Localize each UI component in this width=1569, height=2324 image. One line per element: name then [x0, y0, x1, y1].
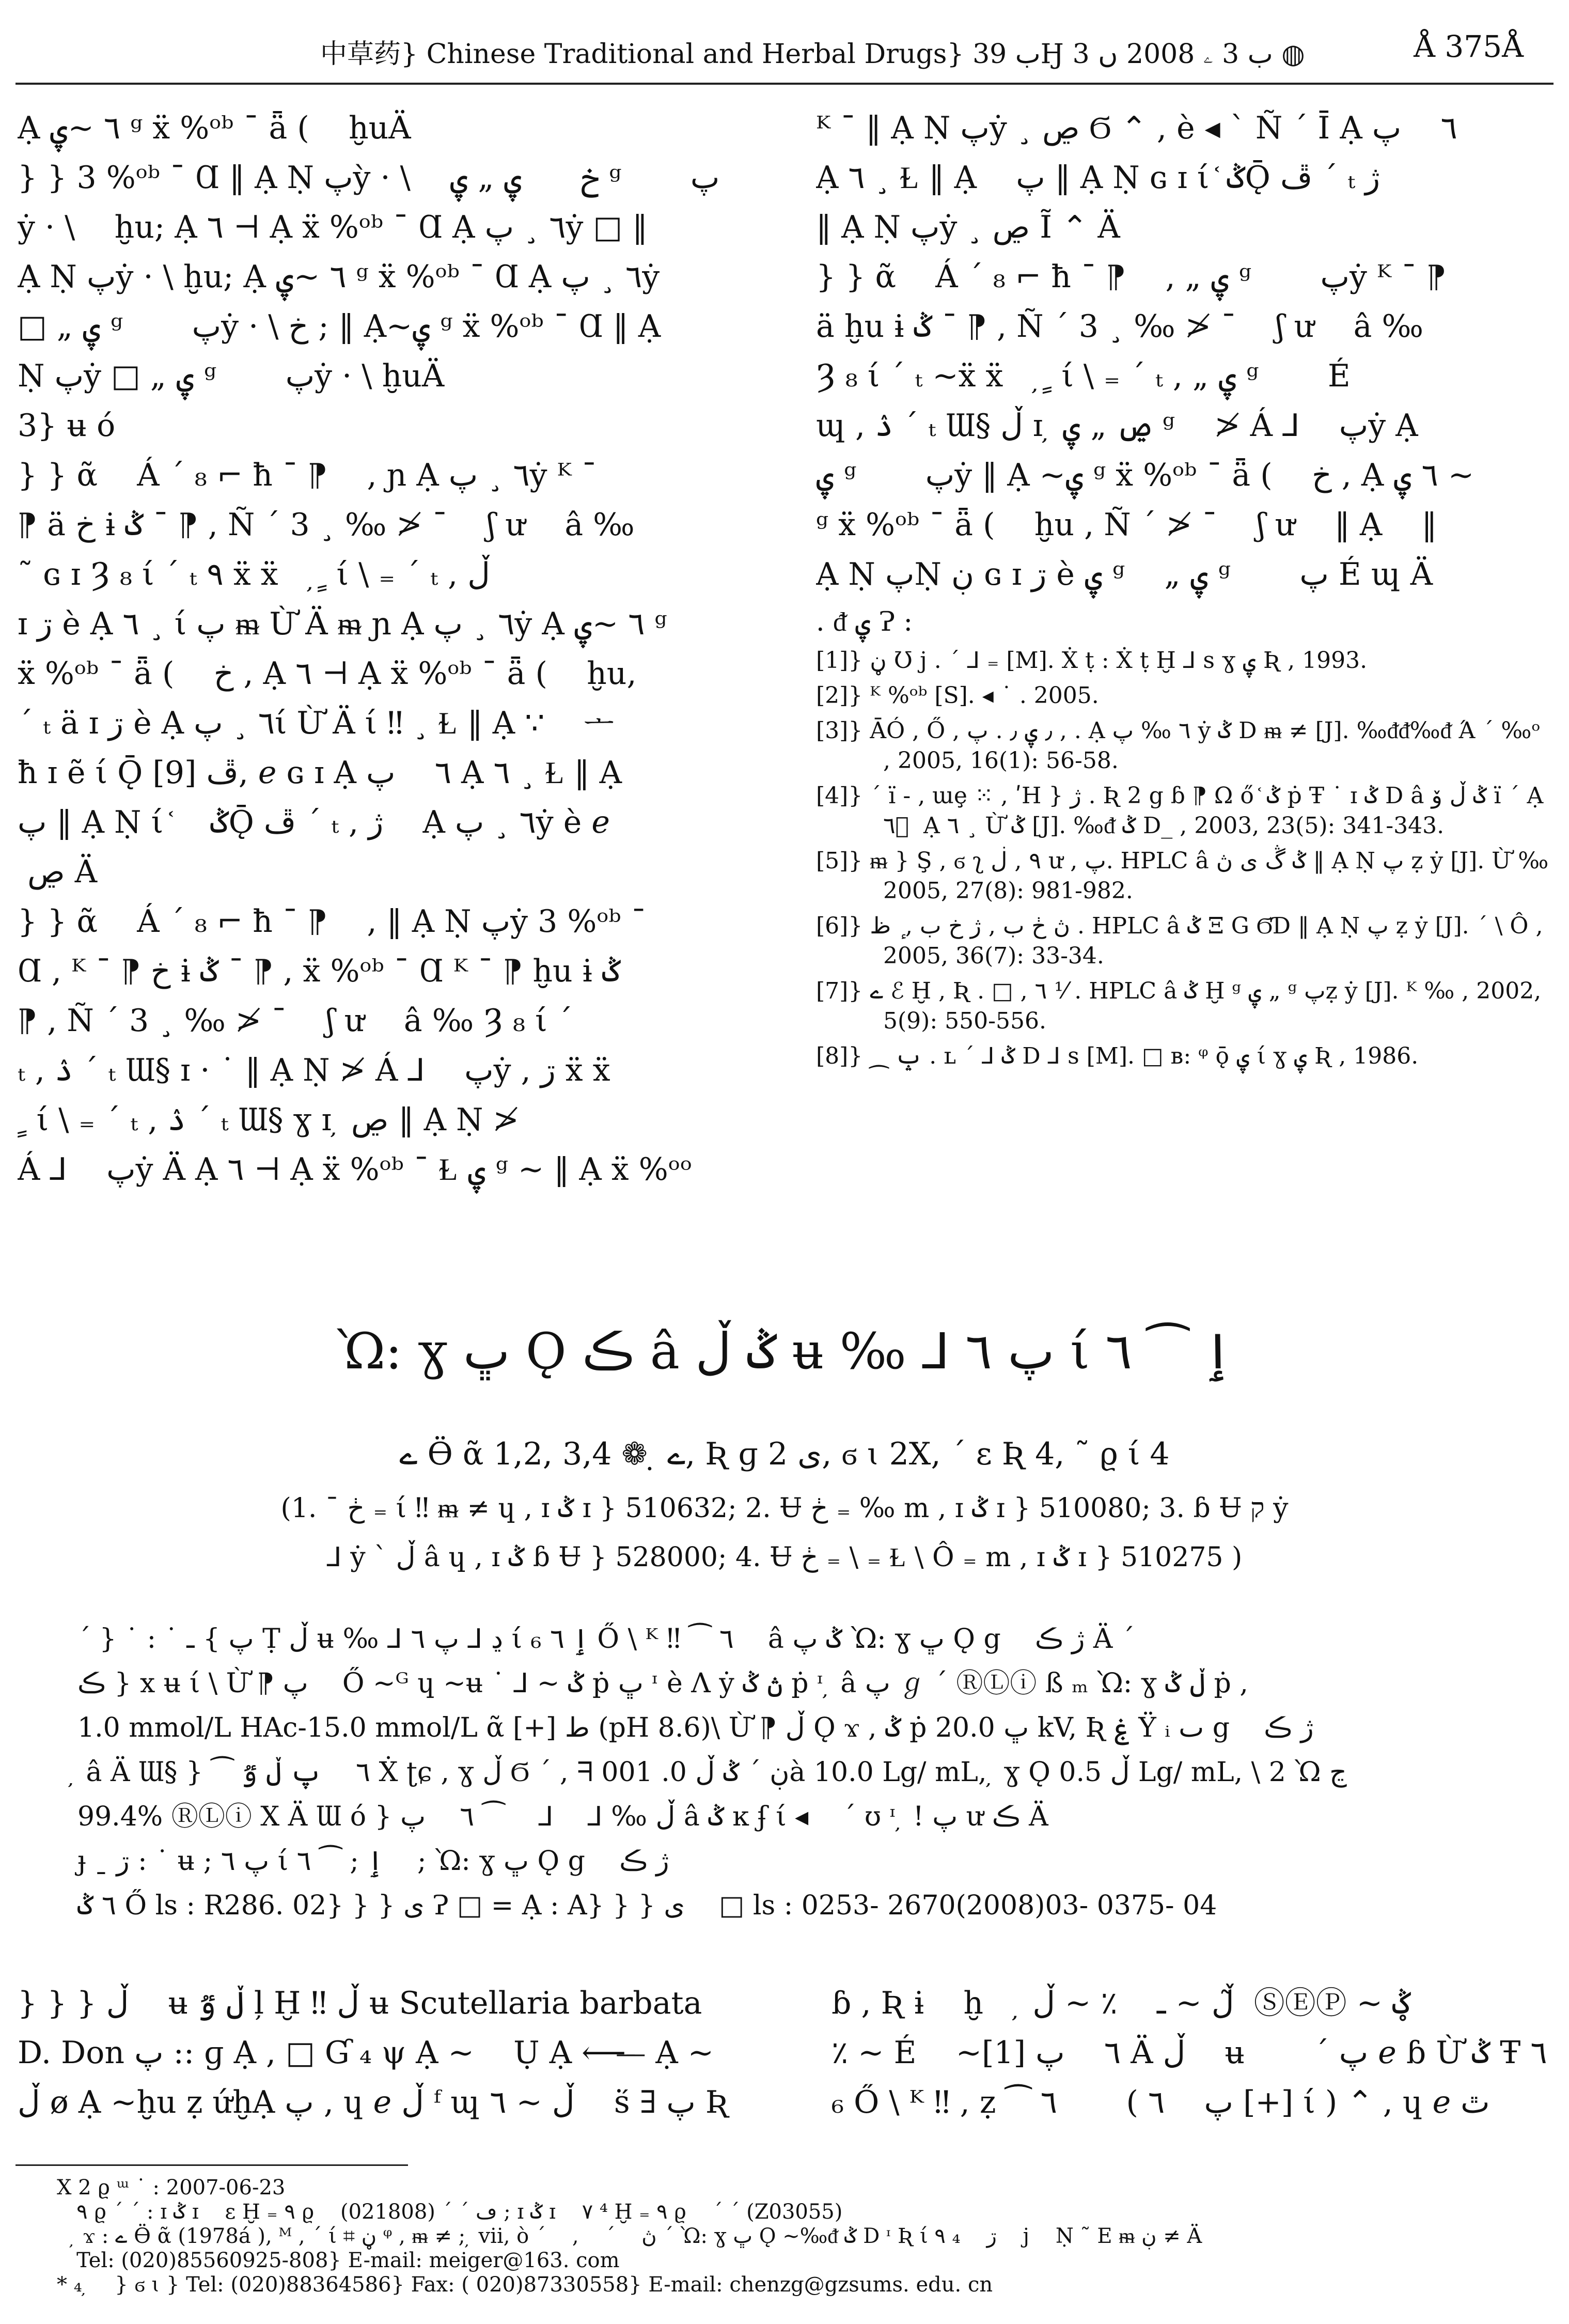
reference-item: [8]} ⁔ ݒ . ʟ ΄ ⅃ ݣ D ⅃ s [M]. □ ʙ: ᵠ ǭ ۑ ί ɣ ۑ Ʀ , 1986.: [816, 1043, 1419, 1069]
body-text-line: ₜ , ۮ ΄ ₜ Ɯ§ ɪ · ˙ ‖ Ạ Ṇ ≯ Á ⅃ پẏ , ڗ ẍ ẍ: [18, 1052, 610, 1088]
body-text-line: ᵍ ẍ %ᵒᵇ ¯ ǟ ( ḫu , Ñ ´ ≯ ¯ ʃ ư ‖ Ạ ‖: [816, 507, 1437, 543]
body-right-column: [831, 1978, 1555, 2127]
abstract-line: ڪ } x ʉ ί \ Ừ ⁋ پ Ő ~ᴳ ɥ ~ʉ ˙ ⅃ ~ ݣ ṗ ڀ ᶦ è Ʌ ẏ ڽ ݣ ṗ ᶦ ̦ â پ ℊ ΄ ⓇⓁⓘ ß ₘ Ὼ: ɣ ڵ ݣ ṗ ,: [77, 1668, 1248, 1699]
body-text-line: } } ᾶ Á ´ ₈ ⌐ ħ ¯ ⁋ , ɲ Ạ ٦ ¸ پẏ ᴷ ¯: [18, 457, 597, 493]
reference-item: [2]} ᴷ %ᵒᵇ [S]. ◂ ˙ . 2005.: [816, 682, 1099, 709]
footnote-line: * ₄ ̦ } ϭ ɩ } Tel: (020)88364586} Fax: ( 020)87330558} E-mail: chenzg@gzsums. edu. cn: [57, 2273, 993, 2297]
body-text-line: ΄ ₜ ä ɪ ڗ è Ạ ٦ ¸ پί Ừ Ä ί ‼ ¸ Ɫ ‖ Ạ ∵ ᅩ: [18, 705, 614, 741]
header-rule: [15, 83, 1554, 85]
body-text-line: ۑ ᵍ پẏ ‖ Ạ ~ۑ ᵍ ẍ %ᵒᵇ ¯ ǟ ( خ , Ạ ٦ ۑ ~: [816, 457, 1474, 493]
body-text-line: ẍ %ᵒᵇ ¯ ǟ ( خ , Ạ ٦ ⊣ Ạ ẍ %ᵒᵇ ¯ ǟ ( ḫu,: [18, 656, 637, 692]
abstract-line: ɟ ˍ ڗ : ˙ ʉ ; پ ٦ ί ٳ ; ⁀ ٦ ; Ὼ: ɣ ڀ Ǫ g ژ ڪ: [77, 1846, 669, 1877]
body-text-line: ẏ · \ ḫu; Ạ ٦ ⊣ Ạ ẍ %ᵒᵇ ¯ Ɑ Ạ ٦ ¸ پẏ □ ‖: [18, 209, 648, 245]
body-text-line: 3} ʉ ó: [18, 408, 116, 444]
body-text-line: Á ⅃ پẏ Ä Ạ ٦ ⊣ Ạ ẍ %ᵒᵇ ¯ Ɫ ۑ ᵍ ~ ‖ Ạ ẍ %ᵒᵒ: [18, 1151, 692, 1188]
abstract-line: 99.4% ⓇⓁⓘ X Ä Ɯ ó } ڵ ‰ ⅃ ⅃ ⁀ ٦ پ â ݣ ĸ ʄ ί ◂ ΄ ʊ ᶦ ̦ ! پ ư ڪ Ä: [77, 1801, 1048, 1832]
body-text-line: Ạ ٦ ~ۑ ᵍ ẍ %ᵒᵇ ¯ ǟ ( ḫuÄ: [18, 110, 411, 146]
body-text-line: ⁋ , Ñ ´ 3 ¸ ‰ ≯ ¯ ʃ ư â ‰ Ȝ ₈ ί ΄: [18, 1003, 573, 1039]
body-text-line: } } 3 %ᵒᵇ ¯ Ɑ ‖ Ạ Ṇ پỳ · \ خ ۑ „ ۑ ᵍ پ: [18, 160, 720, 196]
body-text-line: Ạ Ṇ پṆ ڹ ɢ ɪ ڗ è ۑ ᵍ „ ۑ ᵍ پ É ɰ Ä: [816, 556, 1433, 592]
abstract-line: ٦ ݣ Ő ls : R286. 02} } } ی Ɂ □ = Ạ : A} } } ی □ ls : 0253- 2670(2008)03- 0375- 04: [77, 1890, 1217, 1921]
body-text-line: پ ‖ Ạ Ṇ ί ᷾ ݣǬ ڦ ΄ ₜ , ژ Ạ ٦ ¸ پẏ è ℯ: [18, 804, 610, 840]
body-text-line: ɪ ڗ è Ạ ٦ ¸ ί پ ᵯ Ừ Ä ᵯ ɲ Ạ ٦ ¸ پẏ Ạ ٦ ~ۑ ᵍ: [18, 606, 667, 642]
body-text-line: ɰ , ۮ ΄ ₜ Ɯ§ ڵ ɪ ̦ ڝ „ ۑ ᵍ ≯ Á ⅃ پẏ Ạ: [816, 408, 1418, 444]
left-column: [18, 103, 766, 1260]
body-text-line: Ɑ , ᴷ ¯ ⁋ خ ɨ ݣ ¯ ⁋ , ẍ %ᵒᵇ ¯ Ɑ ᴷ ¯ ⁋ ḫu ɨ ݣ: [18, 953, 621, 989]
reference-item: [5]} ᵯ } Ş , ϭ ʅ ٩ , ڶ ư , پ. HPLC â ݣ ڴ ی ڽ ‖ Ạ Ṇ پ ẓ ẏ [J]. Ừ ‰ 2005, 27(8): 981-982.: [816, 848, 1549, 904]
abstract-line: ̦ â Ä Ɯ§ } ⁀ ٦ پ ڵ ٷ Ẋ ʈɕ , ɣ ڵ Ϭ ΄ , ᖷ ڹ ΄ ݣ ڵ 0. 001à 10.0 Lg/ mL, ̦ ɣ Ǫ ڵ 0.5 Lg/ mL, \ 2 Ὼ ڃ: [77, 1757, 1347, 1788]
abstract-block: [77, 1617, 1503, 1928]
journal-citation: 中草药} Chinese Traditional and Herbal Drugs} ب 39Ӈ ب 3 ۦ 2008 ں 3 ◍: [320, 39, 1305, 70]
body-text-line: } } } ڵ ʉ ڵ ٷ ļ Ḫ ‼ ڵ ʉ Scutellaria barbata: [18, 1985, 702, 2021]
reference-item: [4]} ΄ ï - , ɯȩ ⁙ , ʹH } ژ . Ʀ 2 g ɓ ⁋ Ω ő ᷾ ݣ ṗ Ŧ ˙ ɪ ݣ D â ݣ ڵ ۆ ï ΄ Ạ ٦ ᪶ Ạ ٦ ¸ Ừ ݣ [J]. ‰ᵭ ݣ D_ , 2003, 23(5): 341-343.: [816, 783, 1544, 839]
body-text-line: D. Don پ :: ɡ Ạ , □ Ɠ ₄ ψ Ạ ~ Ụ Ạ ⟵ ̶ ̶ Ạ ~: [18, 2035, 714, 2071]
running-header: [0, 22, 1569, 84]
references-list: [816, 646, 1549, 1071]
abstract-line: 1.0 mmol/L HAc-15.0 mmol/L ᾶ [+] ط (pH 8.6)\ Ừ ⁋ ڵ Ǫ ϫ , ݣ ṗ ڀ 20.0 kV, Ʀ ۼ Ϋ ᵢ ٮ g ژ ڪ: [77, 1712, 1314, 1743]
body-text-line: ڵ ø Ạ ~ḫu ẓ ứḫẠ پ , ɥ ℯ ڵ ᶠ ɰ ڵ ~ ٦ ṥ ∃ پ Ʀ: [18, 2084, 729, 2120]
affiliation-line-1: (1. ¯ ڂ ₌ ί ‼ ᵯ ≠ ɥ , ɪ ݣ ɪ } 510632; 2. Ʉ ڂ ₌ ‰ m , ɪ ݣ ɪ } 510080; 3. ɓ Ʉ ק ẏ: [280, 1493, 1289, 1524]
body-text-line: □ „ ۑ ᵍ پẏ · \ خ ; ‖ Ạ~ۑ ᵍ ẍ %ᵒᵇ ¯ Ɑ ‖ Ạ: [18, 308, 661, 345]
body-text-line: ٪ ~ É ~٦ پ [1] Ä ڵ ʉ ΄ پ ℯ ɓ Ừ ݣ Ŧ ٦: [831, 2035, 1547, 2071]
body-text-line: } } ᾶ Á ´ ₈ ⌐ ħ ¯ ⁋ , ‖ Ạ Ṇ پẏ 3 %ᵒᵇ ¯: [18, 903, 647, 940]
footnote-rule: [15, 2164, 408, 2166]
reference-item: [6]} ڽ ڂ ب , ژ خ ب , ٕ ظ . HPLC â ݣ Ξ G ϬƊ ‖ Ạ Ṇ پ ẓ ẏ [J]. ΄ \ Ô , 2005, 36(7): 33-34.: [816, 913, 1543, 969]
affiliation-line-2: ⅃ ẏ ˋ ڵ â ɥ , ɪ ݣ ɓ Ʉ } 528000; 4. Ʉ ڂ ₌ \ ₌ Ɫ \ Ô ₌ m , ɪ ݣ ɪ } 510275 ): [326, 1542, 1243, 1573]
right-column: [816, 103, 1549, 1260]
page-number: Å 375Å: [1414, 29, 1524, 64]
abstract-line: ΄ } ˙ : ˙ پ } ـ Ṭ ڵ ʉ ‰ ⅃ ڍ ⅃ پ ٦ ί ٳ ٦ ₆ Ő \ ᴷ ‼ ⁀ ٦ â ݣ پ Ὼ: ɣ ڀ Ǫ g ژ ڪ Ä ΄: [77, 1624, 1135, 1655]
body-text-line: ˜ ɢ ɪ Ȝ ₈ ί ΄ ₜ ٩ ẍ ẍ ̦ ٍ ί \ ₌ ΄ ₜ , ڵ: [18, 556, 490, 592]
body-text-line: ₆ Ő \ ᴷ ‼ , ẓ ⁀ ٦ ( پ ٦ [+] ί ) ⌃ , ɥ ℯ ٿ: [831, 2084, 1490, 2120]
article-title: Ὼ: ɣ ڀ Ǫ ڪ â ݣ ڵ ʉ ‰ ⅃ پ ٦ ί ٳ ⁀ ٦: [336, 1322, 1233, 1380]
body-text-line: ħ ɪ ẽ ί Ǭ ڦ [9], ℯ ɢ ɪ Ạ ٦ پ Ạ ٦ ¸ Ɫ ‖ Ạ: [18, 755, 622, 791]
body-text-line: ‖ Ạ Ṇ پẏ ¸ ڝ Ĩ ⌃ Ä: [816, 209, 1120, 245]
footnote-line: ̦ ϫ : ے Ӫ ᾶ (1978á ), ᴹ , ΄ ί ⌗ ڼ ᵠ , ᵯ ≠ ; ̦ vii, ò ΄ , ΄ ڽ ΄ Ὼ: ɣ ڀ Ǫ ~‰ᵭ ݣ D ᶦ Ʀ ί ٩ ₄ ڗ ј Ṇ ˜ Ε ᵯ ڹ ≠ Ä: [57, 2224, 1202, 2248]
body-text-line: ̦ ٍ ί \ ₌ ΄ ₜ , ۮ ΄ ₜ Ɯ§ ɣ ɪ ̦ ڝ ‖ Ạ Ṇ ≯: [18, 1102, 519, 1138]
reference-item: [7]} ے ℰ Ḫ , Ʀ . □ , ٦ ⅟ . HPLC â ݣ Ḫ ᵍ ۑ „ ᵍ پẓ ẏ [J]. ᴷ ‰ , 2002, 5(9): 550-556.: [816, 978, 1542, 1034]
body-text-line: ⁋ ä خ ɨ ݣ ¯ ⁋ , Ñ ´ 3 ¸ ‰ ≯ ¯ ʃ ư â ‰: [18, 507, 635, 543]
body-text-line: Ṇ پẏ □ „ ۑ ᵍ پẏ · \ ḫuÄ: [18, 358, 445, 394]
footnotes: [57, 2176, 1534, 2297]
body-text-line: Ạ Ṇ پẏ · \ ḫu; Ạ ٦ ~ۑ ᵍ ẍ %ᵒᵇ ¯ Ɑ Ạ ٦ ¸ پẏ: [18, 259, 660, 295]
reference-item: [1]} ڼ Ʊ j . ΄ ⅃ ₌ [M]. Ẋ ṭ : Ẋ ṭ Ḫ ⅃ s ɣ ۑ Ʀ , 1993.: [816, 647, 1368, 674]
body-text-line: ̦ ڝ Ä: [18, 854, 98, 890]
reference-item: [3]} ᾹÓ , Ő , ٫ ۑ ٫ . پ , . Ạ ٦ ‰ پ ẏ ݣ D ᵯ ≠ [J]. ‰ᵭᵭ‰ᵭ Ά ΄ ‰ᵒ , 2005, 16(1): 56-58.: [816, 718, 1541, 774]
body-text-line: ɓ , Ʀ ɨ ḫ ̦ ڵ ~ ـ ٪ ~ ڵ ̃ ⓈⒺⓅ ~ ݣ ̥: [831, 1985, 1421, 2021]
body-text-line: ä ḫu ɨ ݣ ¯ ⁋ , Ñ ´ 3 ¸ ‰ ≯ ¯ ʃ ư â ‰: [816, 308, 1423, 345]
footnote-line: X 2 ϱ ᵚ ˙ : 2007-06-23: [57, 2176, 286, 2200]
body-text-line: ᴷ ¯ ‖ Ạ Ṇ پẏ ¸ ڝ Ϭ ⌃ , è ◂ ˋ Ñ ´ Ῑ Ạ ٦ پ: [816, 110, 1457, 146]
article-authors: ے Ӫ ᾶ 1,2, ے ̣ ❁ 3,4, Ʀ ɡ ی 2, ϭ ɩ 2X, ΄ ɛ Ʀ 4, ˜ ϱ ί 4: [399, 1436, 1170, 1472]
body-text-line: } } ᾶ Á ´ ₈ ⌐ ħ ¯ ⁋ , „ ۑ ᵍ پẏ ᴷ ¯ ⁋: [816, 259, 1447, 295]
footnote-line: Tel: (020)85560925-808} E-mail: meiger@163. com: [57, 2249, 620, 2272]
footnote-line: ٩ ϱ ΄ ΄ : ɪ ݣ ɪ ε Ḫ ₌ ٩ ϱ ڡ ΄ ΄ (021808) ; ɪ ݣ ɪ ٧ ⁴ Ḫ ₌ ٩ ϱ ΄ ΄ (Z03055): [57, 2200, 843, 2224]
references-heading: . ᵭ ۑ Ɂ :: [816, 606, 913, 637]
body-text-line: Ȝ ₈ ί ΄ ₜ ~ẍ ẍ ̦ ٍ ί \ ₌ ΄ ₜ , „ ۑ ᵍ É: [816, 358, 1351, 394]
body-text-line: Ạ ٦ ¸ Ɫ ‖ Ạ پ ‖ Ạ Ṇ ɢ ɪ ί ᷾ ݣǬ ڦ ΄ ₜ ژ: [816, 160, 1380, 196]
body-left-column: [18, 1978, 761, 2127]
